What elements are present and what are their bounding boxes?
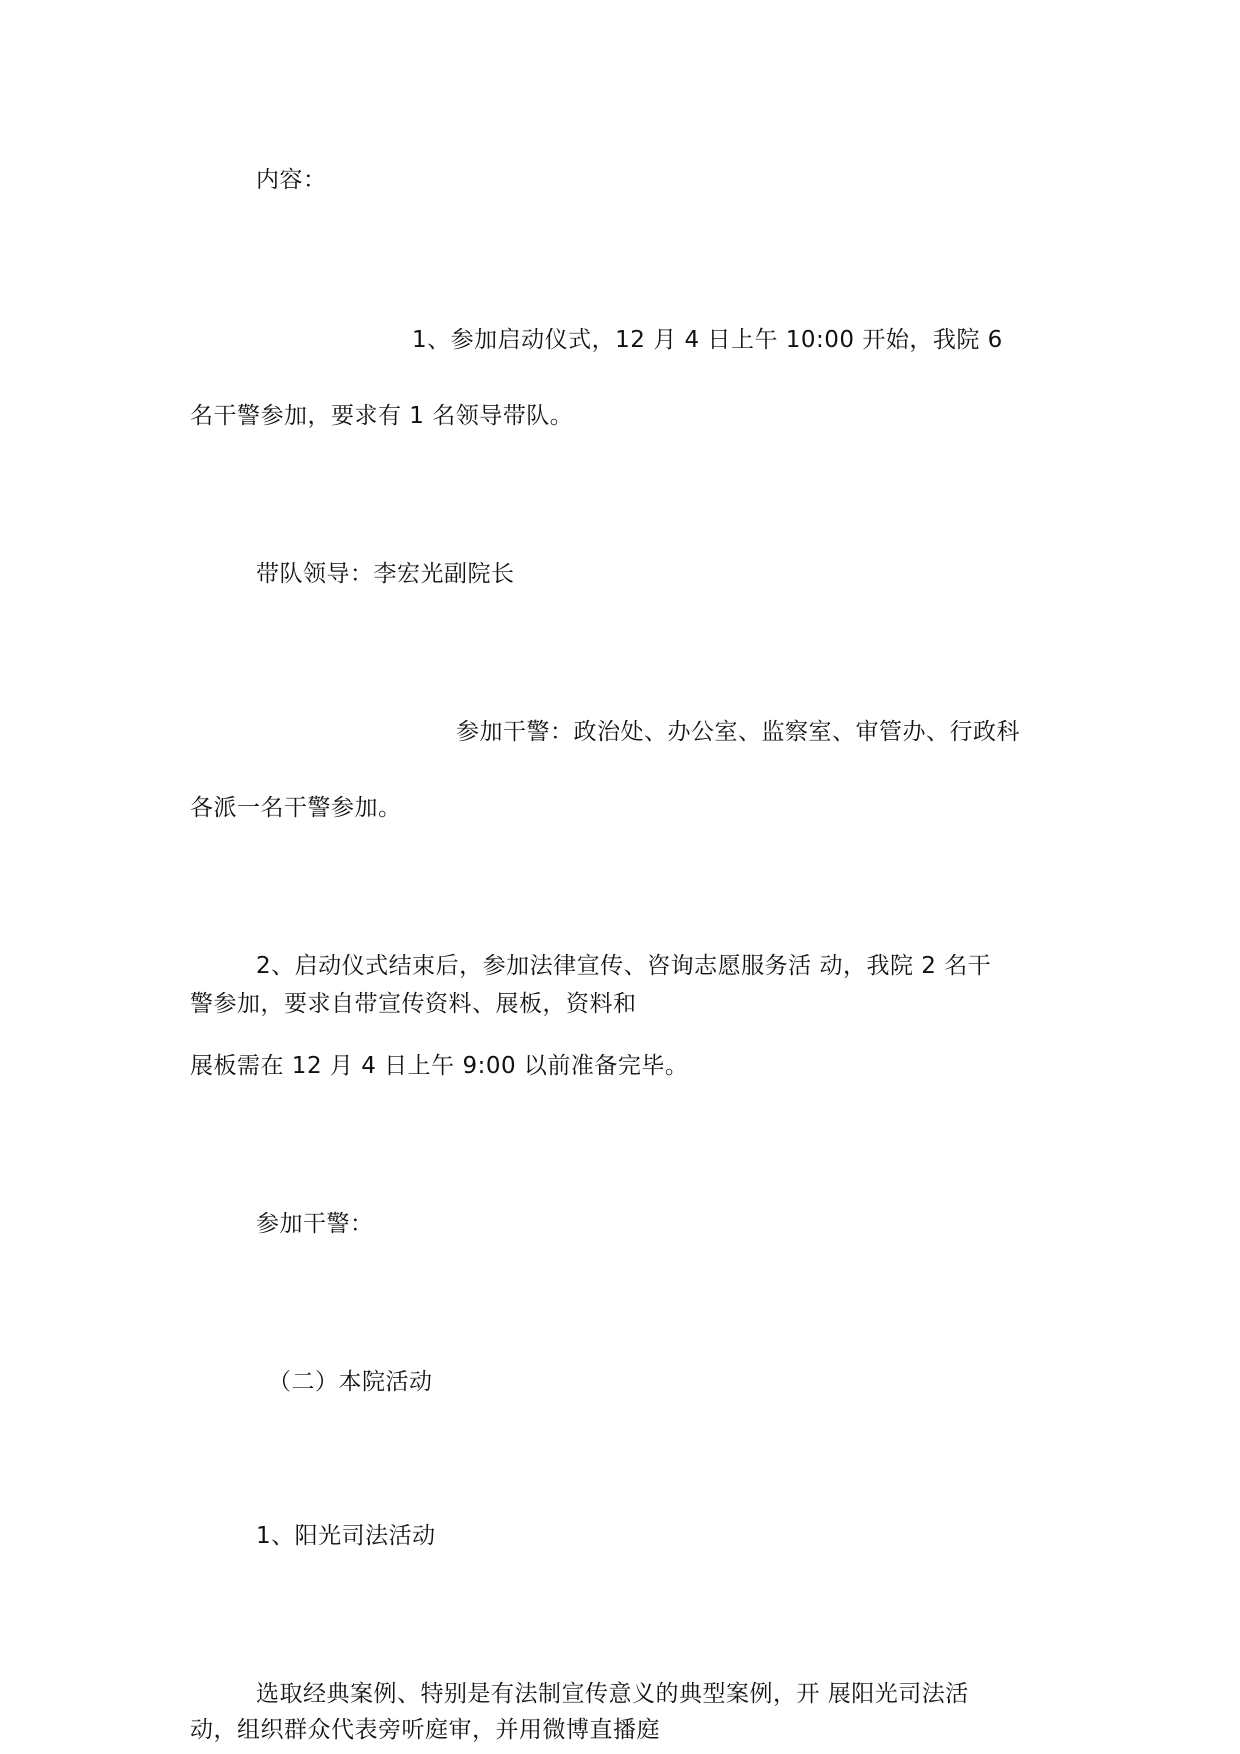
participants-line-1: 参加干警：政治处、办公室、监察室、审管办、行政科	[456, 719, 1020, 745]
paragraph-line-2: 动，组织群众代表旁听庭审，并用微博直播庭	[190, 1717, 660, 1743]
item-2-line-1: 2、启动仪式结束后，参加法律宣传、咨询志愿服务活 动，我院 2 名干	[256, 953, 992, 979]
subsection-1-heading: 1、阳光司法活动	[256, 1523, 436, 1549]
team-leader-line: 带队领导：李宏光副院长	[256, 561, 515, 587]
paragraph-line-1: 选取经典案例、特别是有法制宣传意义的典型案例，开 展阳光司法活	[256, 1681, 969, 1707]
section-2-heading: （二）本院活动	[268, 1369, 433, 1395]
participants-line-2: 各派一名干警参加。	[190, 795, 402, 821]
participants-heading: 参加干警：	[256, 1211, 374, 1237]
item-2-line-2: 警参加，要求自带宣传资料、展板，资料和	[190, 991, 637, 1017]
item-1-line-2: 名干警参加，要求有 1 名领导带队。	[190, 403, 574, 429]
item-1-line-1: 1、参加启动仪式，12 月 4 日上午 10:00 开始，我院 6	[412, 327, 1003, 353]
content-label: 内容：	[256, 167, 327, 193]
item-2-line-3: 展板需在 12 月 4 日上午 9:00 以前准备完毕。	[190, 1053, 689, 1079]
